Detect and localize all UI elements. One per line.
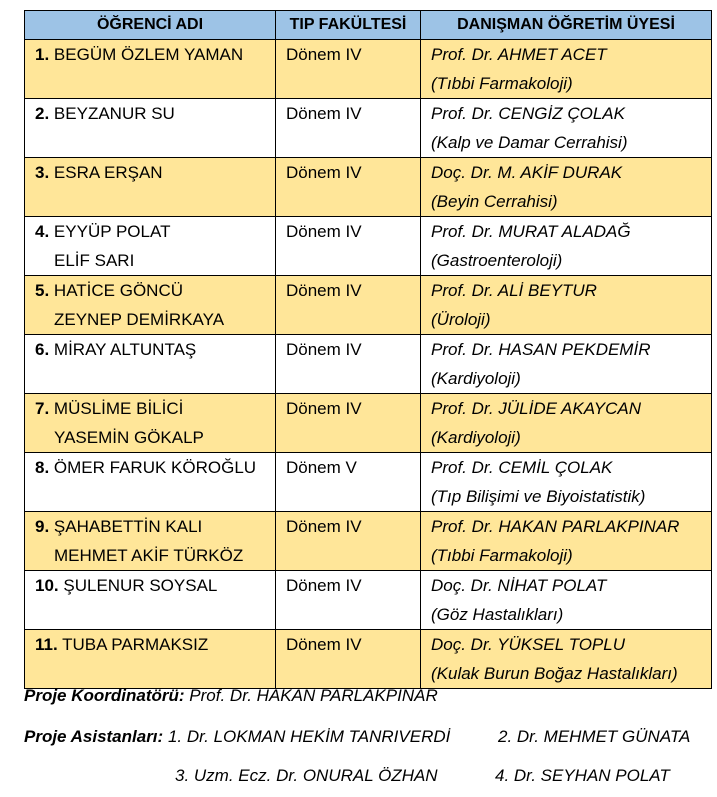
row-number: 10. — [35, 576, 59, 595]
advisor-name: Doç. Dr. YÜKSEL TOPLU — [431, 635, 625, 654]
table-row — [25, 158, 712, 217]
coordinator-name: Prof. Dr. HAKAN PARLAKPINAR — [189, 686, 438, 705]
advisor-cell — [421, 571, 712, 630]
row-number: 2. — [35, 104, 50, 123]
student-name-cell — [25, 40, 276, 99]
table-row — [25, 394, 712, 453]
assistant-1: 1. Dr. LOKMAN HEKİM TANRIVERDİ — [167, 727, 451, 746]
student-advisor-table — [24, 10, 712, 689]
advisor-cell — [421, 217, 712, 276]
student-name-cell — [25, 394, 276, 453]
row-number: 3. — [35, 163, 50, 182]
table-row — [25, 99, 712, 158]
project-assistants-line — [24, 727, 691, 747]
student-name-cell — [25, 630, 276, 689]
row-number: 11. — [35, 635, 58, 654]
term-cell: Dönem IV — [276, 217, 421, 276]
row-number: 1. — [35, 45, 50, 64]
assistant-2: 2. Dr. MEHMET GÜNATA — [498, 727, 691, 746]
student-name: ŞAHABETTİN KALI — [53, 517, 203, 536]
term-cell: Dönem IV — [276, 335, 421, 394]
advisor-department: (Tıbbi Farmakoloji) — [431, 74, 573, 93]
student-name-second: ZEYNEP DEMİRKAYA — [54, 310, 225, 329]
student-name-cell — [25, 99, 276, 158]
advisor-column-header: DANIŞMAN ÖĞRETİM ÜYESİ — [421, 11, 712, 40]
student-name-cell — [25, 512, 276, 571]
term-cell: Dönem IV — [276, 512, 421, 571]
term-cell: Dönem IV — [276, 394, 421, 453]
student-name: ŞULENUR SOYSAL — [63, 576, 218, 595]
advisor-name: Doç. Dr. NİHAT POLAT — [431, 576, 607, 595]
advisor-cell — [421, 99, 712, 158]
row-number: 6. — [35, 340, 50, 359]
table-row — [25, 40, 712, 99]
student-name: MÜSLİME BİLİCİ — [53, 399, 184, 418]
table-row — [25, 276, 712, 335]
advisor-name: Prof. Dr. AHMET ACET — [431, 45, 607, 64]
term-cell: Dönem IV — [276, 40, 421, 99]
assistant-3: 3. Uzm. Ecz. Dr. ONURAL ÖZHAN — [175, 766, 438, 785]
advisor-department: (Üroloji) — [431, 310, 491, 329]
advisor-cell — [421, 453, 712, 512]
table-row — [25, 217, 712, 276]
advisor-cell — [421, 394, 712, 453]
student-name: BEGÜM ÖZLEM YAMAN — [53, 45, 244, 64]
table-header-row — [25, 11, 712, 40]
term-cell: Dönem IV — [276, 158, 421, 217]
student-name-second: ELİF SARI — [54, 251, 135, 270]
advisor-name: Prof. Dr. HASAN PEKDEMİR — [431, 340, 651, 359]
student-name-second: YASEMİN GÖKALP — [54, 428, 204, 447]
term-cell: Dönem IV — [276, 99, 421, 158]
advisor-name: Doç. Dr. M. AKİF DURAK — [431, 163, 623, 182]
table-row — [25, 453, 712, 512]
advisor-department: (Kalp ve Damar Cerrahisi) — [431, 133, 628, 152]
advisor-department: (Gastroenteroloji) — [431, 251, 563, 270]
assistant-4: 4. Dr. SEYHAN POLAT — [495, 766, 670, 785]
project-coordinator-line — [24, 686, 438, 706]
student-name-cell — [25, 276, 276, 335]
faculty-column-header: TIP FAKÜLTESİ — [276, 11, 421, 40]
advisor-name: Prof. Dr. HAKAN PARLAKPINAR — [431, 517, 680, 536]
row-number: 7. — [35, 399, 50, 418]
advisor-name: Prof. Dr. CEMİL ÇOLAK — [431, 458, 613, 477]
student-name: BEYZANUR SU — [53, 104, 175, 123]
term-cell: Dönem IV — [276, 571, 421, 630]
advisor-cell — [421, 40, 712, 99]
coordinator-label: Proje Koordinatörü: — [24, 686, 185, 705]
advisor-department: (Kulak Burun Boğaz Hastalıkları) — [431, 664, 678, 683]
advisor-cell — [421, 335, 712, 394]
advisor-name: Prof. Dr. CENGİZ ÇOLAK — [431, 104, 625, 123]
student-name-cell — [25, 217, 276, 276]
student-name: TUBA PARMAKSIZ — [62, 635, 209, 654]
advisor-name: Prof. Dr. MURAT ALADAĞ — [431, 222, 631, 241]
assistants-label: Proje Asistanları: — [24, 727, 164, 746]
term-cell: Dönem V — [276, 453, 421, 512]
table-row — [25, 571, 712, 630]
row-number: 8. — [35, 458, 50, 477]
student-name-cell — [25, 158, 276, 217]
project-assistants-line-2 — [175, 766, 670, 786]
table-row — [25, 512, 712, 571]
advisor-department: (Tıp Bilişimi ve Biyoistatistik) — [431, 487, 646, 506]
student-name: HATİCE GÖNCÜ — [53, 281, 183, 300]
row-number: 4. — [35, 222, 50, 241]
row-number: 5. — [35, 281, 50, 300]
advisor-cell — [421, 158, 712, 217]
advisor-cell — [421, 512, 712, 571]
advisor-cell — [421, 276, 712, 335]
advisor-department: (Kardiyoloji) — [431, 428, 521, 447]
advisor-department: (Beyin Cerrahisi) — [431, 192, 558, 211]
term-cell: Dönem IV — [276, 276, 421, 335]
row-number: 9. — [35, 517, 50, 536]
advisor-name: Prof. Dr. ALİ BEYTUR — [431, 281, 597, 300]
student-name-cell — [25, 335, 276, 394]
student-name: EYYÜP POLAT — [53, 222, 171, 241]
student-column-header: ÖĞRENCİ ADI — [25, 11, 276, 40]
student-name: ÖMER FARUK KÖROĞLU — [53, 458, 257, 477]
student-name-second: MEHMET AKİF TÜRKÖZ — [54, 546, 244, 565]
advisor-department: (Göz Hastalıkları) — [431, 605, 564, 624]
student-name: ESRA ERŞAN — [53, 163, 163, 182]
table-row — [25, 630, 712, 689]
advisor-cell — [421, 630, 712, 689]
advisor-name: Prof. Dr. JÜLİDE AKAYCAN — [431, 399, 642, 418]
table-row — [25, 335, 712, 394]
student-name: MİRAY ALTUNTAŞ — [53, 340, 197, 359]
term-cell: Dönem IV — [276, 630, 421, 689]
advisor-department: (Tıbbi Farmakoloji) — [431, 546, 573, 565]
student-name-cell — [25, 453, 276, 512]
student-name-cell — [25, 571, 276, 630]
advisor-department: (Kardiyoloji) — [431, 369, 521, 388]
